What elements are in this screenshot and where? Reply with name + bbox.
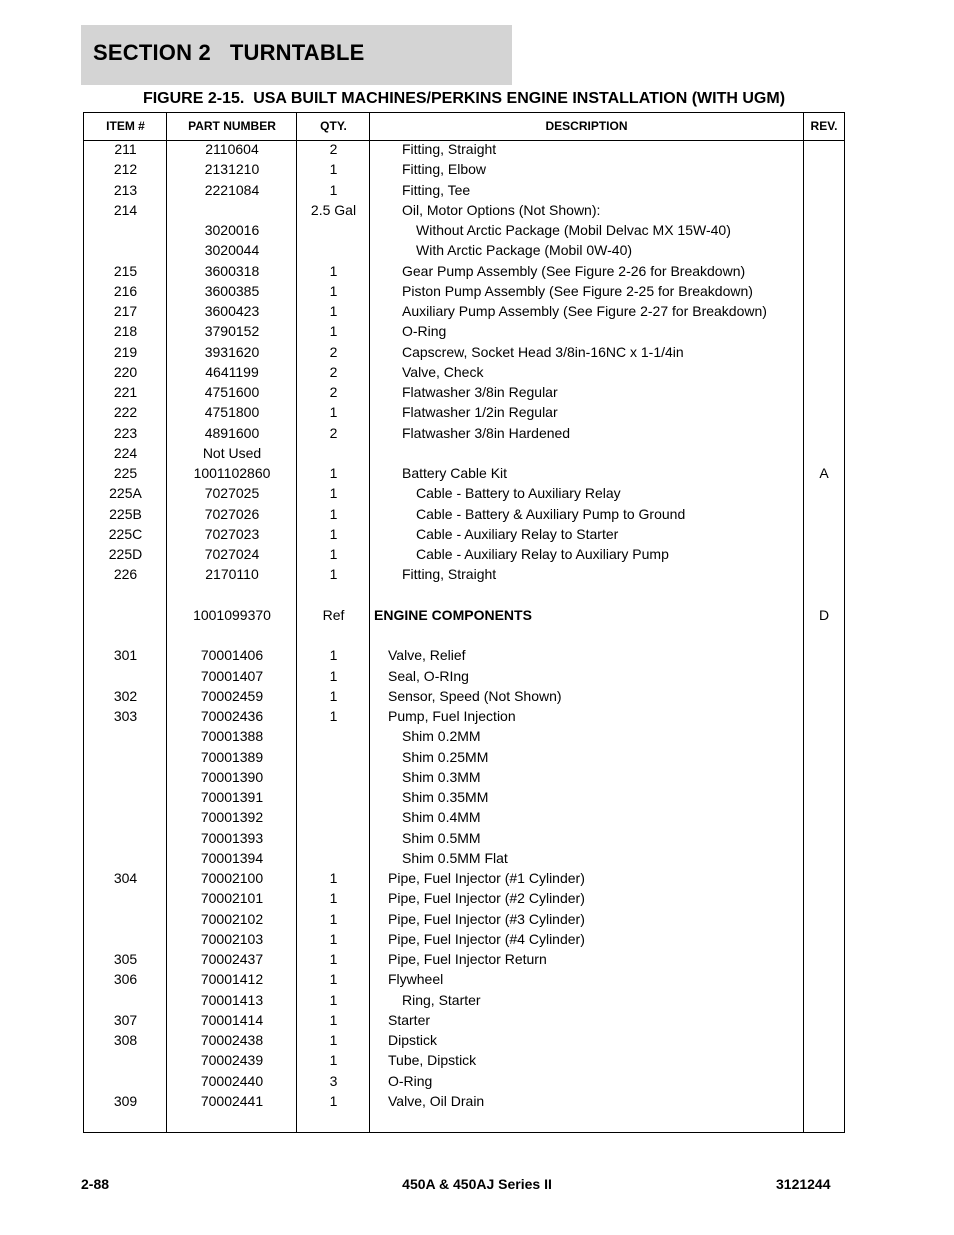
description: O-Ring (388, 1072, 433, 1089)
part-number: 70002439 (200, 1052, 264, 1069)
part-number: 70002459 (200, 687, 264, 704)
quantity: 1 (329, 647, 338, 664)
part-number: 7027024 (204, 546, 260, 562)
description: Flatwasher 3/8in Regular (402, 384, 558, 400)
item-number: 305 (113, 951, 138, 967)
part-number: 3790152 (204, 323, 260, 340)
description: Pipe, Fuel Injector (#2 Cylinder) (388, 890, 585, 907)
quantity: 1 (329, 525, 338, 542)
item-number: 223 (113, 424, 138, 441)
parts-table (83, 112, 845, 1133)
part-number: 4891600 (204, 424, 260, 441)
item-number: 302 (113, 687, 138, 704)
part-number: 70001388 (200, 728, 264, 745)
part-number: 7027025 (204, 485, 260, 502)
description: Flatwasher 1/2in Regular (402, 404, 558, 421)
table-row (84, 625, 844, 645)
item-number: 214 (113, 201, 138, 218)
quantity: 1 (329, 708, 338, 724)
table-row (84, 443, 844, 463)
quantity: 1 (329, 991, 338, 1008)
item-number: 307 (113, 1011, 138, 1028)
table-row (84, 767, 844, 787)
table-row (84, 787, 844, 807)
part-number: 70001391 (200, 789, 264, 805)
quantity: 1 (329, 262, 338, 279)
part-number: 4641199 (205, 363, 259, 380)
part-number: 1001099370 (193, 606, 271, 623)
description: Fitting, Tee (402, 181, 471, 198)
table-row (84, 362, 844, 382)
table-row (84, 848, 844, 868)
table-row (84, 747, 844, 767)
quantity: 1 (329, 505, 338, 522)
description: Pipe, Fuel Injector (#3 Cylinder) (388, 910, 585, 927)
item-number: 215 (113, 262, 138, 279)
quantity: 3 (329, 1072, 338, 1089)
part-number: 7027023 (204, 525, 260, 542)
quantity: 1 (329, 870, 338, 886)
quantity: 1 (329, 485, 338, 502)
table-row (84, 706, 844, 726)
quantity: 1 (329, 181, 338, 198)
description: Shim 0.2MM (402, 728, 481, 745)
table-row (84, 686, 844, 706)
part-number: 70001413 (200, 991, 264, 1008)
column-header-description: DESCRIPTION (545, 119, 628, 133)
item-number: 225 (113, 465, 138, 481)
quantity: 1 (329, 930, 338, 947)
item-number: 224 (113, 444, 138, 461)
table-row (84, 1030, 844, 1050)
quantity: 1 (329, 465, 338, 481)
quantity: 2 (329, 424, 338, 441)
page-number: 2-88 (81, 1176, 110, 1192)
table-row (84, 220, 844, 240)
description: Valve, Relief (388, 647, 466, 664)
part-number: 3020044 (204, 242, 260, 259)
item-number: 219 (113, 343, 138, 360)
quantity: 1 (329, 1032, 338, 1048)
description: Seal, O-RIng (388, 667, 469, 684)
part-number: 70001406 (200, 647, 264, 664)
description: Without Arctic Package (Mobil Delvac MX 15W-40) (416, 222, 731, 238)
quantity: 2 (329, 343, 338, 360)
description: Valve, Check (402, 363, 484, 380)
description: Fitting, Straight (402, 566, 497, 583)
column-header-part-number: PART NUMBER (188, 119, 276, 133)
description: Shim 0.4MM (402, 809, 481, 826)
description: Fitting, Elbow (402, 161, 487, 178)
model-name: 450A & 450AJ Series II (402, 1176, 552, 1192)
description: Cable - Auxiliary Relay to Starter (416, 525, 619, 542)
table-row (84, 402, 844, 422)
description: Tube, Dipstick (388, 1052, 477, 1069)
part-number: 70001392 (200, 809, 264, 826)
table-row (84, 666, 844, 686)
description: Gear Pump Assembly (See Figure 2-26 for Breakdown) (402, 262, 746, 279)
item-number: 303 (113, 708, 138, 724)
description: Fitting, Straight (402, 141, 497, 157)
description: Oil, Motor Options (Not Shown): (402, 201, 601, 218)
quantity: 1 (329, 667, 338, 684)
table-row (84, 726, 844, 746)
item-number: 212 (113, 161, 138, 178)
part-number: 70002101 (200, 890, 264, 907)
part-number: 3600423 (204, 303, 260, 319)
table-row (84, 159, 844, 179)
description: Ring, Starter (402, 991, 481, 1008)
description: Sensor, Speed (Not Shown) (388, 687, 562, 704)
item-number: 301 (113, 647, 138, 664)
description: Shim 0.35MM (402, 789, 489, 805)
table-row (84, 969, 844, 989)
figure-title: FIGURE 2-15. USA BUILT MACHINES/PERKINS ENGINE INSTALLATION (WITH UGM) (142, 90, 786, 107)
table-row (84, 585, 844, 605)
table-row (84, 929, 844, 949)
table-row (84, 909, 844, 929)
table-row (84, 463, 844, 483)
quantity: 1 (329, 1092, 338, 1109)
part-number: 70002103 (200, 930, 264, 947)
table-row (84, 423, 844, 443)
part-number: 70002436 (200, 708, 264, 724)
table-row (84, 180, 844, 200)
description: Shim 0.3MM (402, 768, 481, 785)
part-number: Not Used (202, 444, 262, 461)
part-number: 3020016 (204, 222, 260, 238)
quantity: 1 (329, 890, 338, 907)
quantity: 2 (329, 384, 338, 400)
quantity: 1 (329, 951, 338, 967)
part-number: 70001407 (200, 667, 264, 684)
table-row (84, 828, 844, 848)
table-row (84, 949, 844, 969)
item-number: 225A (109, 485, 142, 502)
item-number: 217 (113, 303, 138, 319)
description: Pipe, Fuel Injector Return (388, 951, 547, 967)
description: ENGINE COMPONENTS (374, 606, 532, 623)
description: O-Ring (402, 323, 447, 340)
table-row (84, 261, 844, 281)
item-number: 221 (113, 384, 138, 400)
description: Auxiliary Pump Assembly (See Figure 2-27 for Breakdown) (402, 303, 767, 319)
item-number: 308 (113, 1032, 138, 1048)
item-number: 211 (114, 141, 137, 157)
item-number: 309 (113, 1092, 138, 1109)
part-number: 70002438 (200, 1032, 264, 1048)
part-number: 3931620 (204, 343, 260, 360)
table-row (84, 281, 844, 301)
item-number: 216 (113, 282, 138, 299)
revision: A (819, 465, 829, 481)
table-row (84, 1050, 844, 1070)
table-row (84, 807, 844, 827)
item-number: 225C (108, 525, 143, 542)
item-number: 306 (113, 971, 138, 988)
table-row (84, 240, 844, 260)
part-number: 1001102860 (193, 465, 271, 481)
quantity: 1 (329, 303, 338, 319)
table-row (84, 200, 844, 220)
item-number: 222 (113, 404, 138, 421)
table-row (84, 342, 844, 362)
section-title: SECTION 2 TURNTABLE (93, 40, 365, 65)
quantity: 1 (329, 546, 338, 562)
table-row (84, 1091, 844, 1111)
part-number: 7027026 (204, 505, 260, 522)
description: Shim 0.5MM (402, 829, 481, 846)
part-number: 2170110 (205, 566, 259, 583)
part-number: 70002437 (200, 951, 264, 967)
revision: D (818, 606, 830, 623)
item-number: 226 (113, 566, 138, 583)
part-number: 70002102 (200, 910, 264, 927)
table-row (84, 524, 844, 544)
quantity: 1 (329, 687, 338, 704)
part-number: 3600385 (204, 282, 260, 299)
description: Shim 0.25MM (402, 748, 489, 765)
description: Piston Pump Assembly (See Figure 2-25 for Breakdown) (402, 282, 753, 299)
description: Flatwasher 3/8in Hardened (402, 424, 571, 441)
quantity: 2 (329, 363, 338, 380)
part-number: 2131210 (204, 161, 260, 178)
description: Capscrew, Socket Head 3/8in-16NC x 1-1/4in (402, 343, 684, 360)
description: Pipe, Fuel Injector (#4 Cylinder) (388, 930, 585, 947)
part-number: 3600318 (204, 262, 260, 279)
quantity: 1 (329, 161, 338, 178)
item-number: 220 (113, 363, 138, 380)
table-row (84, 483, 844, 503)
part-number: 4751800 (204, 404, 260, 421)
document-number: 3121244 (776, 1176, 831, 1192)
description: Dipstick (388, 1032, 438, 1048)
table-row (84, 990, 844, 1010)
quantity: 1 (329, 404, 338, 421)
table-row (84, 504, 844, 524)
column-header-item: ITEM # (106, 119, 145, 133)
description: Shim 0.5MM Flat (402, 849, 508, 866)
item-number: 218 (113, 323, 138, 340)
table-row (84, 321, 844, 341)
description: Cable - Battery to Auxiliary Relay (416, 485, 621, 502)
item-number: 304 (113, 870, 138, 886)
quantity: 1 (329, 282, 338, 299)
quantity: 1 (329, 566, 338, 583)
part-number: 70001414 (200, 1011, 264, 1028)
quantity: 2 (329, 141, 338, 157)
part-number: 4751600 (204, 384, 260, 400)
table-row (84, 139, 844, 159)
quantity: Ref (322, 606, 345, 623)
column-header-rev: REV. (810, 119, 838, 133)
table-row (84, 888, 844, 908)
quantity: 1 (329, 910, 338, 927)
table-row (84, 382, 844, 402)
description: Starter (388, 1011, 431, 1028)
description: Cable - Auxiliary Relay to Auxiliary Pump (416, 546, 669, 562)
column-header-qty: QTY. (320, 119, 347, 133)
description: Pump, Fuel Injection (388, 708, 516, 724)
table-row (84, 868, 844, 888)
table-row (84, 605, 844, 625)
item-number: 225D (108, 546, 143, 562)
table-row (84, 645, 844, 665)
quantity: 1 (329, 1011, 338, 1028)
description: Valve, Oil Drain (388, 1092, 485, 1109)
part-number: 70001389 (200, 748, 264, 765)
table-row (84, 301, 844, 321)
part-number: 2221084 (204, 181, 260, 198)
item-number: 213 (113, 181, 138, 198)
table-row (84, 1010, 844, 1030)
quantity: 1 (329, 971, 338, 988)
table-row (84, 544, 844, 564)
table-row (84, 1071, 844, 1091)
description: Flywheel (388, 971, 444, 988)
description: Pipe, Fuel Injector (#1 Cylinder) (388, 870, 585, 886)
part-number: 70002100 (200, 870, 264, 886)
part-number: 70001393 (200, 829, 264, 846)
description: Cable - Battery & Auxiliary Pump to Ground (416, 505, 686, 522)
part-number: 2110604 (205, 141, 259, 157)
part-number: 70002441 (200, 1092, 264, 1109)
part-number: 70001394 (200, 849, 264, 866)
part-number: 70001412 (200, 971, 264, 988)
item-number: 225B (109, 505, 142, 522)
quantity: 1 (329, 323, 338, 340)
part-number: 70001390 (200, 768, 264, 785)
quantity: 1 (329, 1052, 338, 1069)
description: With Arctic Package (Mobil 0W-40) (416, 242, 633, 259)
table-row (84, 564, 844, 584)
description: Battery Cable Kit (402, 465, 508, 481)
quantity: 2.5 Gal (310, 201, 357, 218)
part-number: 70002440 (200, 1072, 264, 1089)
